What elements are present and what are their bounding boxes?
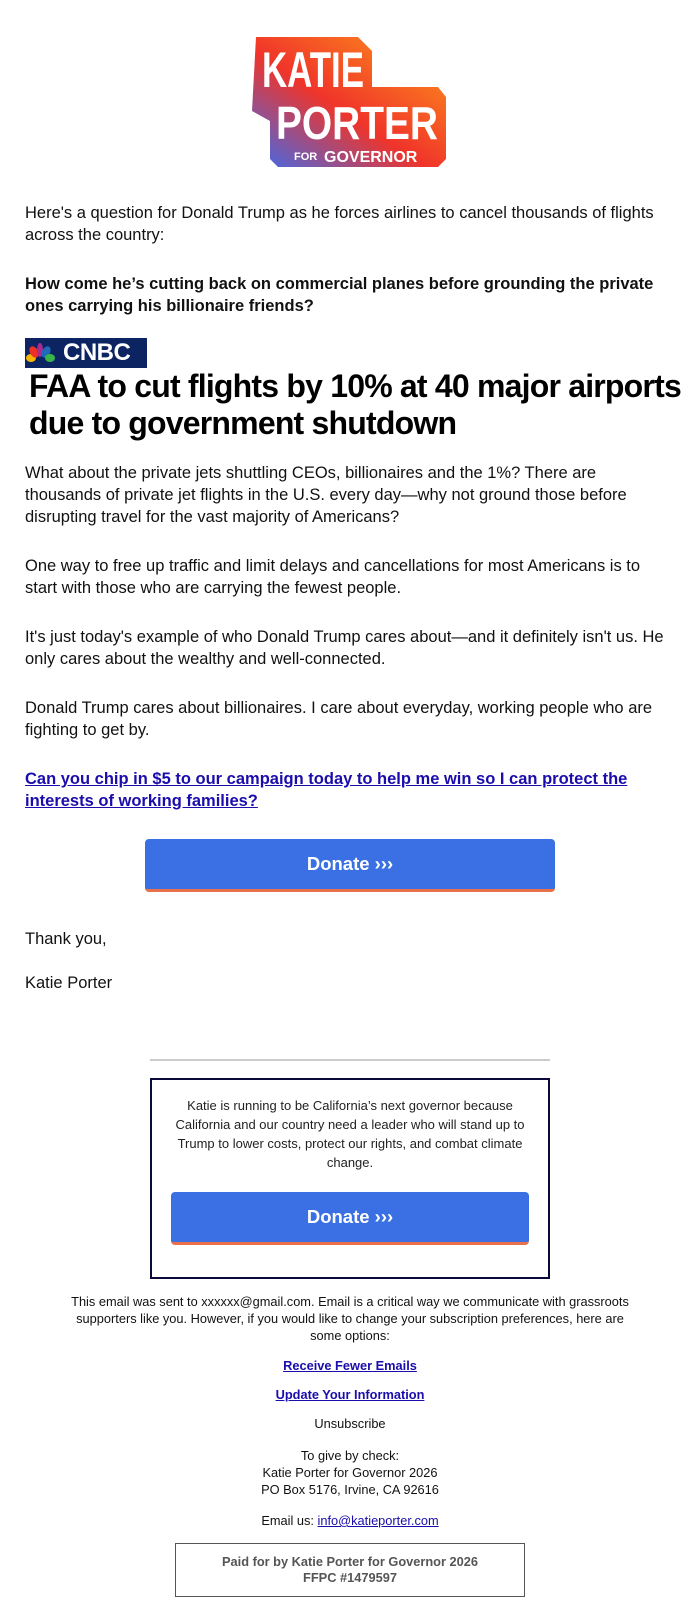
logo-for: FOR: [294, 151, 318, 163]
receive-fewer-emails-link[interactable]: Receive Fewer Emails: [283, 1358, 417, 1373]
body-paragraph: What about the private jets shuttling CEOs, billionaires and the 1%? There are thousands of private jet flights in the U.S. every day—why not ground those before disrupting travel for the vast majority of Americans?: [25, 464, 627, 526]
about-text: Katie is running to be California’s next governor because California and our country need a leader who will stand up to Trump to lower costs, protect our rights, and combat climate change.: [175, 1098, 525, 1170]
fppc-number: FFPC #1479597: [303, 1570, 397, 1585]
cnbc-logo: [25, 338, 147, 368]
logo-porter: PORTER: [276, 97, 438, 149]
donate-button[interactable]: Donate ›››: [145, 839, 555, 892]
contact-email-link[interactable]: info@katieporter.com: [317, 1513, 439, 1528]
logo-katie: KATIE: [262, 42, 364, 98]
cnbc-wordmark: CNBC: [63, 339, 131, 366]
email-body: [25, 202, 681, 1021]
divider: [150, 1059, 550, 1061]
intro-text: Here's a question for Donald Trump as he forces airlines to cancel thousands of flights across the country:: [25, 204, 654, 244]
donate-ask-link[interactable]: Can you chip in $5 to our campaign today to help me win so I can protect the interests of working families?: [25, 770, 628, 810]
check-label: To give by check:: [300, 1448, 400, 1463]
campaign-logo: [248, 31, 451, 171]
question-text: How come he’s cutting back on commercial planes before grounding the private ones carrying his billionaire friends?: [25, 275, 654, 315]
subscription-notice: This email was sent to xxxxxx@gmail.com. Email is a critical way we communicate with grassroots supporters like you. However, if you would like to change your subscription preferences, here are some options:: [71, 1294, 629, 1343]
donate-button-secondary[interactable]: Donate ›››: [171, 1192, 529, 1245]
body-paragraph: One way to free up traffic and limit delays and cancellations for most Americans is to start with those who are carrying the fewest people.: [25, 557, 641, 597]
check-name: Katie Porter for Governor 2026: [262, 1465, 438, 1480]
check-address: PO Box 5176, Irvine, CA 92616: [261, 1482, 439, 1497]
update-information-link[interactable]: Update Your Information: [275, 1387, 425, 1402]
article-headline: FAA to cut flights by 10% at 40 major airports due to government shutdown: [29, 368, 681, 441]
paid-for-disclaimer: [175, 1543, 525, 1597]
body-paragraph: Donald Trump cares about billionaires. I care about everyday, working people who are fighting to get by.: [25, 699, 653, 739]
logo-governor: GOVERNOR: [324, 149, 418, 166]
email-label: Email us:: [261, 1513, 314, 1528]
paid-for-text: Paid for by Katie Porter for Governor 2026: [221, 1554, 478, 1569]
peacock-icon: [25, 342, 59, 364]
body-paragraph: It's just today's example of who Donald Trump cares about—and it definitely isn't us. He only cares about the wealthy and well-connected.: [25, 628, 664, 668]
unsubscribe-link[interactable]: Unsubscribe: [314, 1416, 386, 1431]
about-box: [150, 1078, 550, 1279]
signoff-name: Katie Porter: [25, 974, 113, 992]
signoff-thanks: Thank you,: [25, 930, 107, 948]
